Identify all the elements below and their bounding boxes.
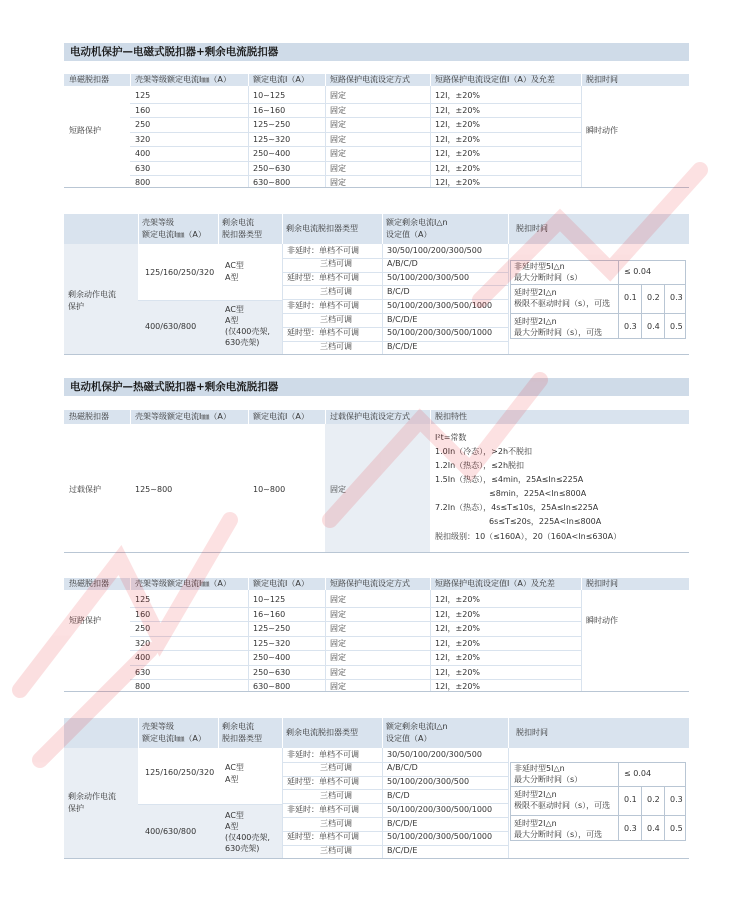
header-cell: 热磁脱扣器: [69, 412, 109, 421]
residual-mode-cell: 三档可调: [320, 259, 352, 269]
setting-value-cell: 12I，±20%: [435, 653, 481, 662]
rated-current-cell: 250~630: [253, 163, 291, 173]
frame-current-cell: 250: [135, 120, 151, 129]
residual-value-cell: A/B/C/D: [387, 259, 418, 269]
section-title-electromagnetic: 电动机保护—电磁式脱扣器+剩余电流脱扣器: [64, 43, 689, 61]
type-b: AC型 A型 (仅400壳架, 630壳架): [225, 811, 270, 853]
char-line: 1.2In（热态），≤2h脱扣: [435, 461, 525, 470]
setting-value-cell: 12I，±20%: [435, 682, 481, 691]
residual-value-cell: B/C/D/E: [387, 846, 418, 856]
setting-value-cell: 12I，±20%: [435, 134, 481, 144]
frame-current-cell: 630: [135, 163, 151, 173]
t2-label: 延时型2I△n 极限不驱动时间（s），可选: [514, 790, 611, 810]
residual-value-cell: B/C/D/E: [387, 342, 418, 352]
header-cell: 脱扣时间: [586, 579, 618, 588]
residual-mode-cell: 三档可调: [320, 314, 352, 324]
table-header: [64, 410, 689, 424]
header-cell: 短路保护电流设定值I（A）及允差: [435, 75, 555, 84]
header-cell: 额定电流I（A）: [253, 75, 309, 84]
t2-value: 0.1: [624, 795, 637, 804]
residual-mode-cell: 非延时：单档不可调: [287, 804, 359, 814]
header-cell: 额定剩余电流I△n 设定值（A）: [386, 218, 448, 239]
header-cell: 额定剩余电流I△n 设定值（A）: [386, 722, 448, 743]
type-b: AC型 A型 (仅400壳架, 630壳架): [225, 305, 270, 347]
rated-current: 10~800: [253, 485, 286, 494]
setting-value-cell: 12I，±20%: [435, 638, 481, 648]
setting-mode-cell: 固定: [330, 624, 346, 633]
table-residual-current-2: [64, 718, 689, 858]
t1-value: ≤ 0.04: [624, 267, 652, 276]
setting-mode-cell: 固定: [330, 134, 346, 144]
residual-value-cell: B/C/D: [387, 286, 410, 296]
residual-mode-cell: 三档可调: [320, 818, 352, 828]
residual-mode-cell: 延时型：单档不可调: [287, 777, 359, 787]
frame-b: 400/630/800: [145, 827, 197, 836]
setting-value-cell: 12I，±20%: [435, 178, 481, 187]
residual-value-cell: A/B/C/D: [387, 763, 418, 773]
frame-current: 125~800: [135, 485, 173, 494]
t3-label: 延时型2I△n 最大分断时间（s），可选: [514, 819, 603, 839]
char-line: 脱扣级别：10（≤160A），20（160A<In≤630A）: [435, 532, 622, 541]
row-label: 过载保护: [69, 485, 101, 494]
setting-mode-cell: 固定: [330, 667, 346, 677]
table-header: [64, 74, 689, 86]
table-short-circuit-thermal: [64, 578, 689, 692]
residual-mode-cell: 延时型：单档不可调: [287, 328, 359, 338]
rated-current-cell: 125~250: [253, 624, 291, 633]
residual-mode-cell: 延时型：单档不可调: [287, 832, 359, 842]
trip-time: 瞬时动作: [586, 616, 618, 625]
header-cell: 单磁脱扣器: [69, 75, 109, 84]
trip-time-box: [510, 260, 686, 339]
setting-mode-cell: 固定: [330, 682, 346, 691]
residual-value-cell: 50/100/200/300/500: [387, 777, 470, 787]
row-label: 剩余动作电流 保护: [68, 290, 116, 311]
rated-current-cell: 630~800: [253, 178, 291, 187]
t2-value: 0.3: [670, 293, 683, 302]
residual-mode-cell: 三档可调: [320, 846, 352, 856]
header-cell: 剩余电流 脱扣器类型: [222, 218, 262, 239]
setting-mode-cell: 固定: [330, 609, 346, 619]
residual-mode-cell: 非延时：单档不可调: [287, 749, 359, 759]
frame-a: 125/160/250/320: [145, 268, 215, 277]
header-cell: 脱扣时间: [516, 224, 548, 233]
residual-value-cell: 50/100/200/300/500/1000: [387, 300, 493, 310]
residual-mode-cell: 延时型：单档不可调: [287, 273, 359, 283]
rated-current-cell: 250~400: [253, 653, 291, 662]
header-cell: 壳架等级额定电流I㎜（A）: [135, 412, 231, 421]
frame-current-cell: 160: [135, 105, 151, 115]
header-cell: 脱扣时间: [516, 728, 548, 737]
rated-current-cell: 250~630: [253, 667, 291, 677]
t3-value: 0.5: [670, 824, 683, 833]
residual-mode-cell: 三档可调: [320, 342, 352, 352]
t1-label: 非延时型5I△n 最大分断时间（s）: [514, 764, 583, 784]
rated-current-cell: 250~400: [253, 149, 291, 158]
residual-mode-cell: 三档可调: [320, 790, 352, 800]
residual-mode-cell: 非延时：单档不可调: [287, 245, 359, 255]
setting-mode: 固定: [330, 485, 346, 494]
t3-value: 0.3: [624, 322, 637, 331]
setting-value-cell: 12I，±20%: [435, 624, 481, 633]
residual-value-cell: B/C/D: [387, 790, 410, 800]
rated-current-cell: 630~800: [253, 682, 291, 691]
frame-current-cell: 125: [135, 91, 151, 100]
table-overload: [64, 410, 689, 553]
header-cell: 脱扣时间: [586, 75, 618, 84]
residual-mode-cell: 非延时：单档不可调: [287, 300, 359, 310]
section-title-thermal-magnetic: 电动机保护—热磁式脱扣器+剩余电流脱扣器: [64, 378, 689, 396]
row-label: 短路保护: [69, 126, 101, 135]
frame-current-cell: 800: [135, 178, 151, 187]
t3-value: 0.3: [624, 824, 637, 833]
setting-mode-cell: 固定: [330, 163, 346, 173]
frame-current-cell: 320: [135, 638, 151, 648]
trip-time: 瞬时动作: [586, 126, 618, 135]
frame-current-cell: 160: [135, 609, 151, 619]
t3-label: 延时型2I△n 最大分断时间（s），可选: [514, 317, 603, 337]
rated-current-cell: 125~320: [253, 638, 291, 648]
rated-current-cell: 125~250: [253, 120, 291, 129]
t3-value: 0.4: [647, 322, 660, 331]
residual-value-cell: 50/100/200/300/500/1000: [387, 804, 493, 814]
header-cell: 短路保护电流设定值I（A）及允差: [435, 579, 555, 588]
t3-value: 0.5: [670, 322, 683, 331]
setting-value-cell: 12I，±20%: [435, 609, 481, 619]
setting-mode-cell: 固定: [330, 638, 346, 648]
type-a: AC型 A型: [225, 261, 244, 282]
header-cell: 壳架等级 额定电流I㎜（A）: [142, 722, 206, 743]
header-cell: 短路保护电流设定方式: [330, 579, 410, 588]
table-header: [64, 718, 689, 748]
t2-value: 0.2: [647, 293, 660, 302]
t1-value: ≤ 0.04: [624, 769, 652, 778]
frame-current-cell: 630: [135, 667, 151, 677]
header-cell: 额定电流I（A）: [253, 412, 309, 421]
setting-value-cell: 12I，±20%: [435, 667, 481, 677]
header-cell: 壳架等级额定电流I㎜（A）: [135, 579, 231, 588]
char-line: ≤8min，225A<In≤800A: [489, 489, 587, 498]
frame-current-cell: 400: [135, 149, 151, 158]
residual-value-cell: 50/100/200/300/500/1000: [387, 328, 493, 338]
residual-value-cell: 30/50/100/200/300/500: [387, 245, 482, 255]
rated-current-cell: 125~320: [253, 134, 291, 144]
setting-mode-cell: 固定: [330, 91, 346, 100]
setting-value-cell: 12I，±20%: [435, 163, 481, 173]
residual-mode-cell: 三档可调: [320, 763, 352, 773]
header-cell: 壳架等级额定电流I㎜（A）: [135, 75, 231, 84]
header-cell: 剩余电流脱扣器类型: [286, 224, 358, 233]
table-short-circuit-electromagnetic: [64, 74, 689, 188]
char-line: 1.5In（热态），≤4min，25A≤In≤225A: [435, 475, 584, 484]
setting-mode-cell: 固定: [330, 653, 346, 662]
setting-value-cell: 12I，±20%: [435, 105, 481, 115]
header-cell: 剩余电流脱扣器类型: [286, 728, 358, 737]
char-line: I²t=常数: [435, 433, 467, 442]
char-line: 6s≤T≤20s，225A<In≤800A: [489, 517, 602, 526]
t2-value: 0.3: [670, 795, 683, 804]
frame-current-cell: 125: [135, 595, 151, 604]
frame-current-cell: 320: [135, 134, 151, 144]
t2-label: 延时型2I△n 极限不驱动时间（s），可选: [514, 288, 611, 308]
residual-value-cell: 30/50/100/200/300/500: [387, 749, 482, 759]
t1-label: 非延时型5I△n 最大分断时间（s）: [514, 262, 583, 282]
header-cell: 额定电流I（A）: [253, 579, 309, 588]
frame-current-cell: 400: [135, 653, 151, 662]
residual-mode-cell: 三档可调: [320, 286, 352, 296]
table-residual-current-1: [64, 214, 689, 354]
t2-value: 0.2: [647, 795, 660, 804]
rated-current-cell: 16~160: [253, 609, 286, 619]
setting-mode-cell: 固定: [330, 595, 346, 604]
residual-value-cell: 50/100/200/300/500: [387, 273, 470, 283]
t3-value: 0.4: [647, 824, 660, 833]
setting-mode-cell: 固定: [330, 105, 346, 115]
frame-b: 400/630/800: [145, 322, 197, 331]
header-cell: 剩余电流 脱扣器类型: [222, 722, 262, 743]
rated-current-cell: 16~160: [253, 105, 286, 115]
frame-a: 125/160/250/320: [145, 768, 215, 777]
char-line: 7.2In（热态），4s≤T≤10s，25A≤In≤225A: [435, 503, 599, 512]
rated-current-cell: 10~125: [253, 91, 286, 100]
table-header: [64, 578, 689, 590]
header-cell: 脱扣特性: [435, 412, 467, 421]
setting-mode-cell: 固定: [330, 120, 346, 129]
type-a: AC型 A型: [225, 763, 244, 784]
setting-mode-cell: 固定: [330, 149, 346, 158]
residual-value-cell: B/C/D/E: [387, 818, 418, 828]
trip-time-box: [510, 762, 686, 841]
rated-current-cell: 10~125: [253, 595, 286, 604]
setting-mode-cell: 固定: [330, 178, 346, 187]
header-cell: 过载保护电流设定方式: [330, 412, 410, 421]
header-cell: 热磁脱扣器: [69, 579, 109, 588]
header-cell: 短路保护电流设定方式: [330, 75, 410, 84]
header-cell: 壳架等级 额定电流I㎜（A）: [142, 218, 206, 239]
row-label: 剩余动作电流 保护: [68, 792, 116, 813]
frame-current-cell: 800: [135, 682, 151, 691]
setting-value-cell: 12I，±20%: [435, 595, 481, 604]
char-line: 1.0In（冷态），>2h不脱扣: [435, 447, 533, 456]
residual-value-cell: 50/100/200/300/500/1000: [387, 832, 493, 842]
table-header: [64, 214, 689, 244]
frame-current-cell: 250: [135, 624, 151, 633]
t2-value: 0.1: [624, 293, 637, 302]
setting-value-cell: 12I，±20%: [435, 149, 481, 158]
setting-value-cell: 12I，±20%: [435, 120, 481, 129]
setting-value-cell: 12I，±20%: [435, 91, 481, 100]
residual-value-cell: B/C/D/E: [387, 314, 418, 324]
row-label: 短路保护: [69, 616, 101, 625]
